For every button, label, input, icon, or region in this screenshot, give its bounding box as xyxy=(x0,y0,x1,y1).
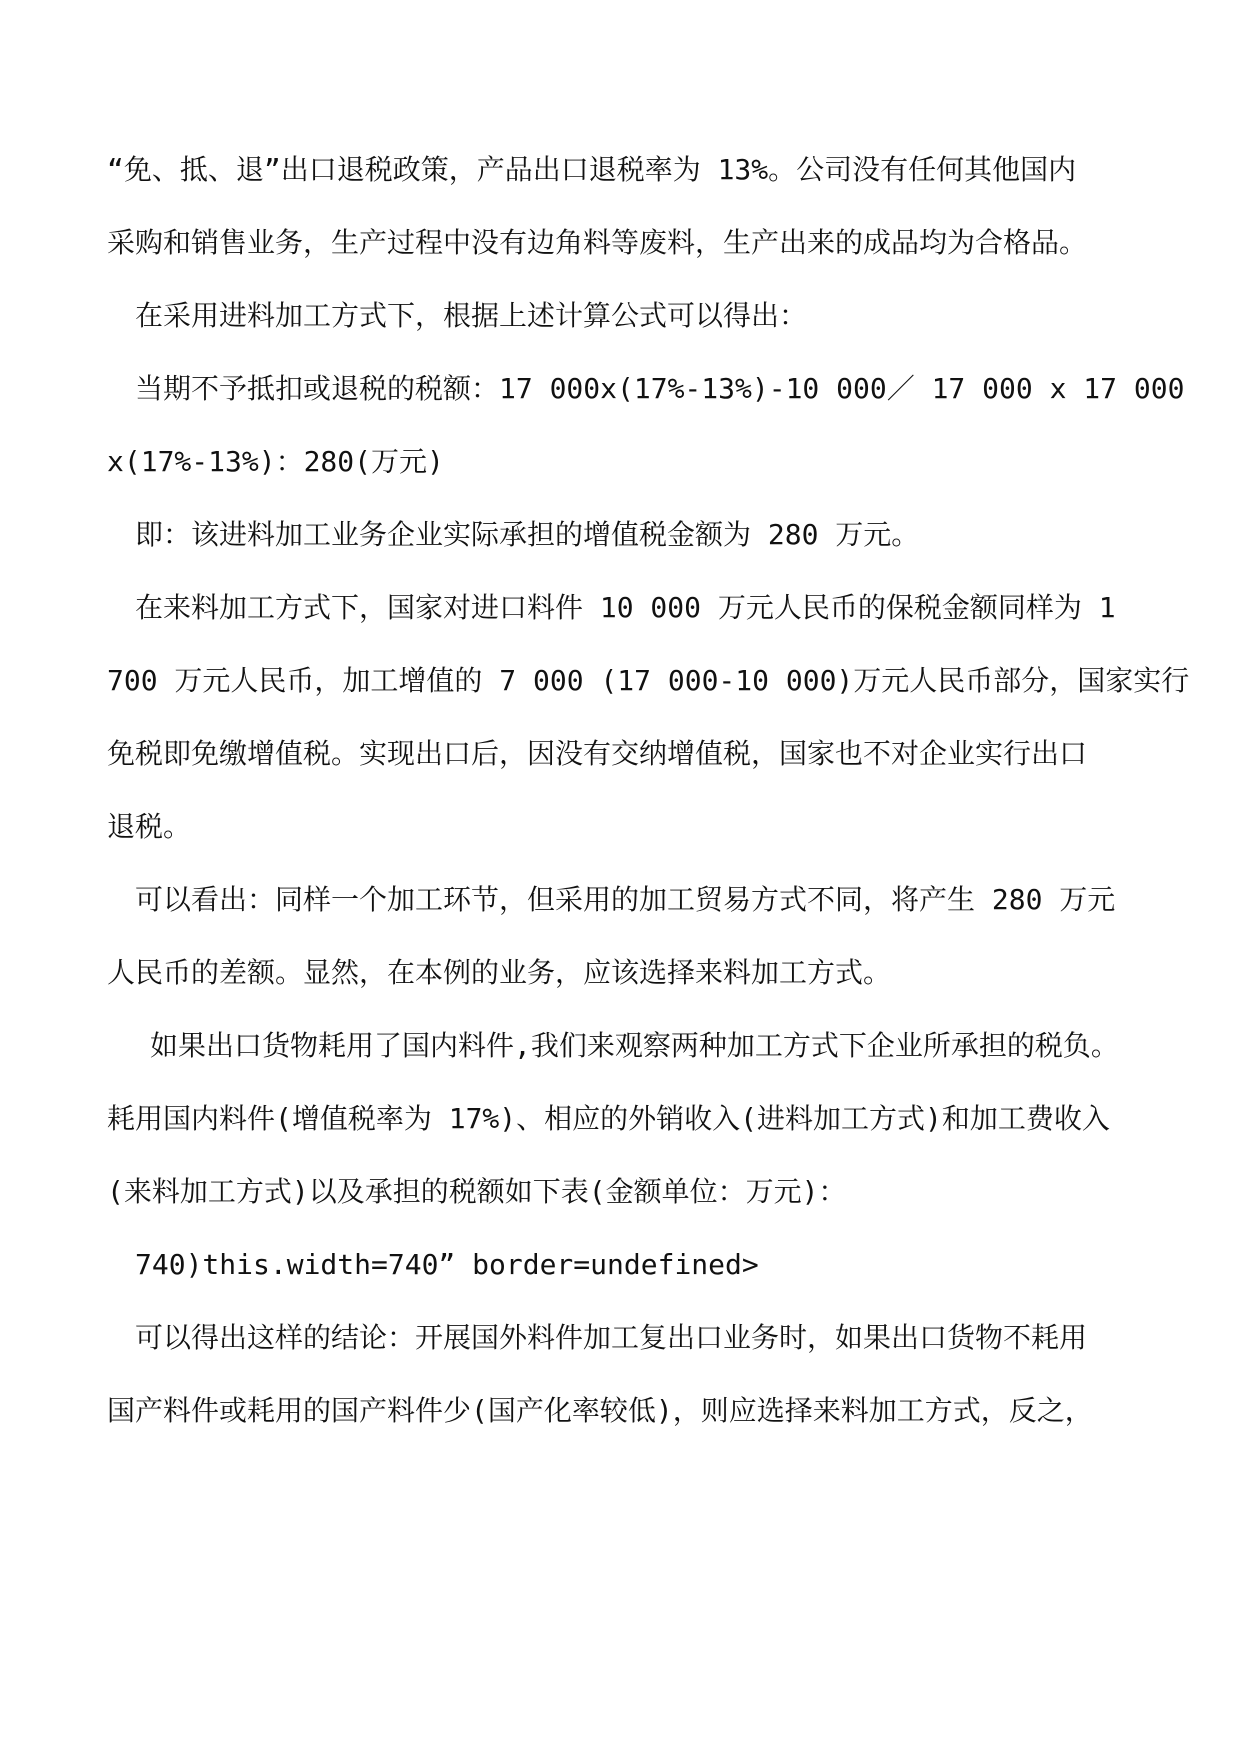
formula-line: x(17%-13%)：280(万元) xyxy=(107,445,444,478)
paragraph-line: 如果出口货物耗用了国内料件,我们来观察两种加工方式下企业所承担的税负。 xyxy=(150,1029,1119,1062)
paragraph-line: 可以得出这样的结论：开展国外料件加工复出口业务时，如果出口货物不耗用 xyxy=(135,1321,1088,1354)
paragraph-line: 在采用进料加工方式下，根据上述计算公式可以得出： xyxy=(135,299,808,332)
paragraph-line: 退税。 xyxy=(107,810,192,843)
formula-line: 当期不予抵扣或退税的税额：17 000x(17%-13%)-10 000／ 17 000 x 17 000 xyxy=(135,372,1185,405)
paragraph-line: 采购和销售业务，生产过程中没有边角料等废料，生产出来的成品均为合格品。 xyxy=(107,226,1088,259)
paragraph-line: “免、抵、退”出口退税政策，产品出口退税率为 13%。公司没有任何其他国内 xyxy=(107,153,1077,186)
paragraph-line: 即：该进料加工业务企业实际承担的增值税金额为 280 万元。 xyxy=(135,518,920,551)
paragraph-line: (来料加工方式)以及承担的税额如下表(金额单位：万元)： xyxy=(107,1175,847,1208)
paragraph-line: 可以看出：同样一个加工环节，但采用的加工贸易方式不同，将产生 280 万元 xyxy=(135,883,1116,916)
paragraph-line: 700 万元人民币，加工增值的 7 000 (17 000-10 000)万元人民币部分，国家实行 xyxy=(107,664,1190,697)
paragraph-line: 人民币的差额。显然，在本例的业务，应该选择来料加工方式。 xyxy=(107,956,892,989)
paragraph-line: 在来料加工方式下，国家对进口料件 10 000 万元人民币的保税金额同样为 1 xyxy=(135,591,1116,624)
paragraph-line: 免税即免缴增值税。实现出口后，因没有交纳增值税，国家也不对企业实行出口 xyxy=(107,737,1088,770)
paragraph-line: 国产料件或耗用的国产料件少(国产化率较低)，则应选择来料加工方式，反之， xyxy=(107,1394,1093,1427)
paragraph-line: 耗用国内料件(增值税率为 17%)、相应的外销收入(进料加工方式)和加工费收入 xyxy=(107,1102,1110,1135)
broken-image-text: 740)this.width=740” border=undefined> xyxy=(135,1248,759,1281)
